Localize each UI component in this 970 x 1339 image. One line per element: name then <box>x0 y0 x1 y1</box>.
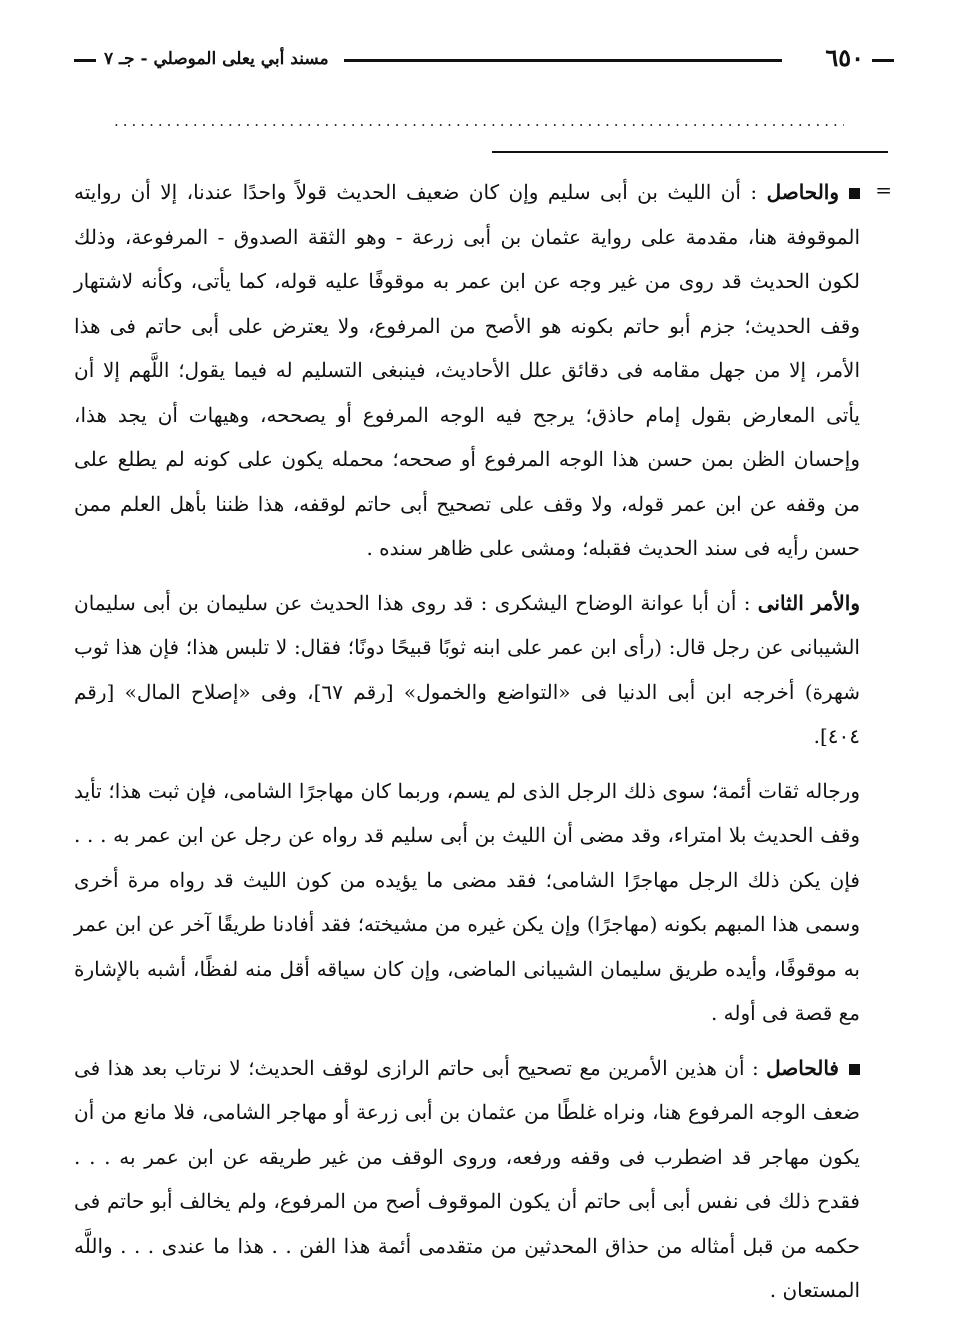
page-body <box>74 170 860 1323</box>
paragraph-text: ورجاله ثقات أئمة؛ سوى ذلك الرجل الذى لم يسم، وربما كان مهاجرًا الشامى، فإن ثبت هذا؛ تأيد وقف الحديث بلا امتراء، وقد مضى أن الليث بن أبى سليم قد رواه عن رجل عن ابن عمر به . . . فإن يكن ذلك الرجل مهاجرًا الشامى؛ فقد مضى ما يؤيده من كون الليث قد رواه مرة أخرى وسمى هذا المبهم بكونه (مهاجرًا) وإن يكن غيره من مشيخته؛ فقد أفادنا طريقًا آخر عن ابن عمر به موقوفًا، وأيده طريق سليمان الشيبانى الماضى، وإن كان سياقه أقل منه لفظًا، أشبه بالإشارة مع قصة فى أوله . <box>74 778 860 1025</box>
paragraph-lead: والحاصل <box>766 180 840 204</box>
dotted-separator <box>114 113 844 129</box>
book-title: مسند أبي يعلى الموصلي - جـ ٧ <box>104 49 329 69</box>
continuation-mark: = <box>875 178 892 202</box>
paragraph-text: : أن هذين الأمرين مع تصحيح أبى حاتم الرازى لوقف الحديث؛ لا نرتاب بعد هذا فى ضعف الوجه المرفوع هنا، ونراه غلطًا من عثمان بن أبى زرعة أو مهاجر الشامى، فلا مانع من أن يكون مهاجر قد اضطرب فى وقفه ورفعه، وروى الوقف من غير طريقه عن ابن عمر به . . . فقدح ذلك فى نفس أبى أبى حاتم أن يكون الموقوف أصح من المرفوع، ولم يخالف أبو حاتم فى حكمه من قبل أمثاله من حذاق المحدثين من متقدمى أئمة هذا الفن . . هذا ما عندى . . . واللَّه المستعان . <box>74 1055 860 1302</box>
paragraph-1 <box>74 170 860 571</box>
header-rule-middle <box>344 59 782 62</box>
page-header <box>74 40 894 80</box>
paragraph-3 <box>74 769 860 1036</box>
paragraph-lead: فالحاصل <box>766 1055 839 1080</box>
paragraph-lead: والأمر الثانى <box>757 590 861 615</box>
bullet-square-icon <box>849 1064 860 1075</box>
page-number: ٦٥٠ <box>825 43 864 72</box>
footnote-separator <box>492 151 888 153</box>
header-rule-right <box>872 59 894 62</box>
paragraph-text: : أن أبا عوانة الوضاح اليشكرى : قد روى هذا الحديث عن سليمان بن أبى سليمان الشيبانى عن رجل قال: (رأى ابن عمر على ابنه ثوبًا قبيحًا دونًا؛ فقال: لا تلبس هذا؛ فإن هذا ثوب شهرة) أخرجه ابن أبى الدنيا فى «التواضع والخمول» [رقم ٦٧]، وفى «إصلاح المال» [رقم ٤٠٤]. <box>74 590 860 748</box>
paragraph-2 <box>74 581 860 759</box>
paragraph-4 <box>74 1046 860 1313</box>
paragraph-text: : أن الليث بن أبى سليم وإن كان ضعيف الحديث قولاً واحدًا عندنا، إلا أن روايته الموقوفة هنا، مقدمة على رواية عثمان بن أبى زرعة - وهو الثقة الصدوق - المرفوعة، وذلك لكون الحديث قد روى من غير وجه عن ابن عمر به موقوفًا عليه قوله، كما يأتى، وكأنه لاشتهار وقف الحديث؛ جزم أبو حاتم بكونه هو الأصح من المرفوع، ولا يعترض على أبى حاتم فى هذا الأمر، إلا من جهل مقامه فى دقائق علل الأحاديث، فينبغى التسليم له فيما يقول؛ اللَّهم إلا أن يأتى المعارض بقول إمام حاذق؛ يرجح فيه الوجه المرفوع أو يصححه، وهيهات أن يجد هذا، وإحسان الظن بمن حسن هذا الوجه المرفوع أو صححه؛ محمله يكون على كونه لم يطلع على من وقفه عن ابن عمر قوله، ولا وقف على تصحيح أبى حاتم لوقفه، هذا ظننا بأهل العلم ممن حسن رأيه فى سند الحديث فقبله؛ ومشى على ظاهر سنده . <box>74 180 860 560</box>
header-rule-left <box>74 59 96 62</box>
bullet-square-icon <box>849 188 860 199</box>
